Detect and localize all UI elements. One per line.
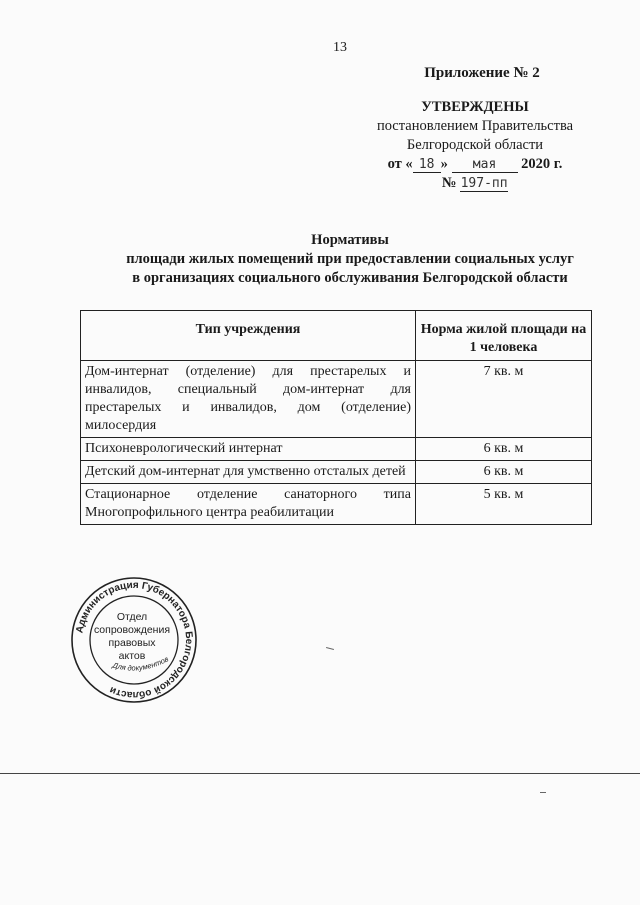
appendix-label: Приложение № 2 bbox=[424, 65, 540, 81]
table-row bbox=[81, 484, 592, 525]
approval-number bbox=[370, 174, 580, 193]
stamp-line3: правовых bbox=[108, 637, 156, 649]
title-line1: Нормативы bbox=[311, 232, 389, 248]
row-area: 7 кв. м bbox=[416, 361, 592, 438]
row-area: 5 кв. м bbox=[416, 484, 592, 525]
norms-table bbox=[80, 310, 592, 525]
table-row bbox=[81, 361, 592, 438]
stamp-bottom-text: Для документов bbox=[111, 654, 170, 673]
stamp-line2: сопровождения bbox=[93, 624, 171, 636]
table-row bbox=[81, 438, 592, 461]
approval-line1: постановлением Правительства bbox=[376, 118, 574, 134]
date-prefix: от « bbox=[387, 156, 413, 172]
title-line2: площади жилых помещений при предоставлении социальных услуг bbox=[126, 251, 574, 267]
stamp-line4: актов bbox=[118, 650, 146, 662]
row-institution: Психоневрологический интернат bbox=[81, 438, 416, 461]
stamp-ring-text: Администрация Губернатора Белгородской области bbox=[74, 579, 195, 701]
scan-divider-line bbox=[0, 773, 640, 774]
date-month: мая bbox=[452, 157, 518, 173]
table-row bbox=[81, 461, 592, 484]
official-stamp bbox=[66, 576, 202, 704]
title-line3: в организациях социального обслуживания Белгородской области bbox=[132, 270, 568, 286]
stamp-line1: Отдел bbox=[116, 611, 148, 623]
row-institution: Дом-интернат (отделение) для престарелых и инвалидов, специальный дом-интернат для престарелых и инвалидов, дом (отделение) милосердия bbox=[81, 361, 416, 438]
number-prefix: № bbox=[441, 175, 457, 191]
date-day: 18 bbox=[413, 157, 441, 173]
row-institution: Детский дом-интернат для умственно отсталых детей bbox=[81, 461, 416, 484]
page-number: 13 bbox=[333, 40, 347, 55]
number-value: 197-пп bbox=[460, 176, 508, 191]
header-area-norm: Норма жилой площади на 1 человека bbox=[416, 311, 592, 361]
approval-line2: Белгородской области bbox=[406, 137, 544, 153]
date-mid: » bbox=[440, 156, 448, 172]
scan-mark bbox=[326, 647, 334, 650]
row-area: 6 кв. м bbox=[416, 461, 592, 484]
approval-block bbox=[370, 98, 580, 193]
scan-mark bbox=[540, 792, 546, 793]
approval-date bbox=[370, 155, 580, 174]
header-institution-type: Тип учреждения bbox=[81, 311, 416, 361]
row-institution: Стационарное отделение санаторного типа Многопрофильного центра реабилитации bbox=[81, 484, 416, 525]
date-year: 2020 г. bbox=[521, 156, 563, 172]
document-title bbox=[100, 231, 600, 288]
approval-heading: УТВЕРЖДЕНЫ bbox=[421, 99, 529, 115]
table-header-row bbox=[81, 311, 592, 361]
row-area: 6 кв. м bbox=[416, 438, 592, 461]
